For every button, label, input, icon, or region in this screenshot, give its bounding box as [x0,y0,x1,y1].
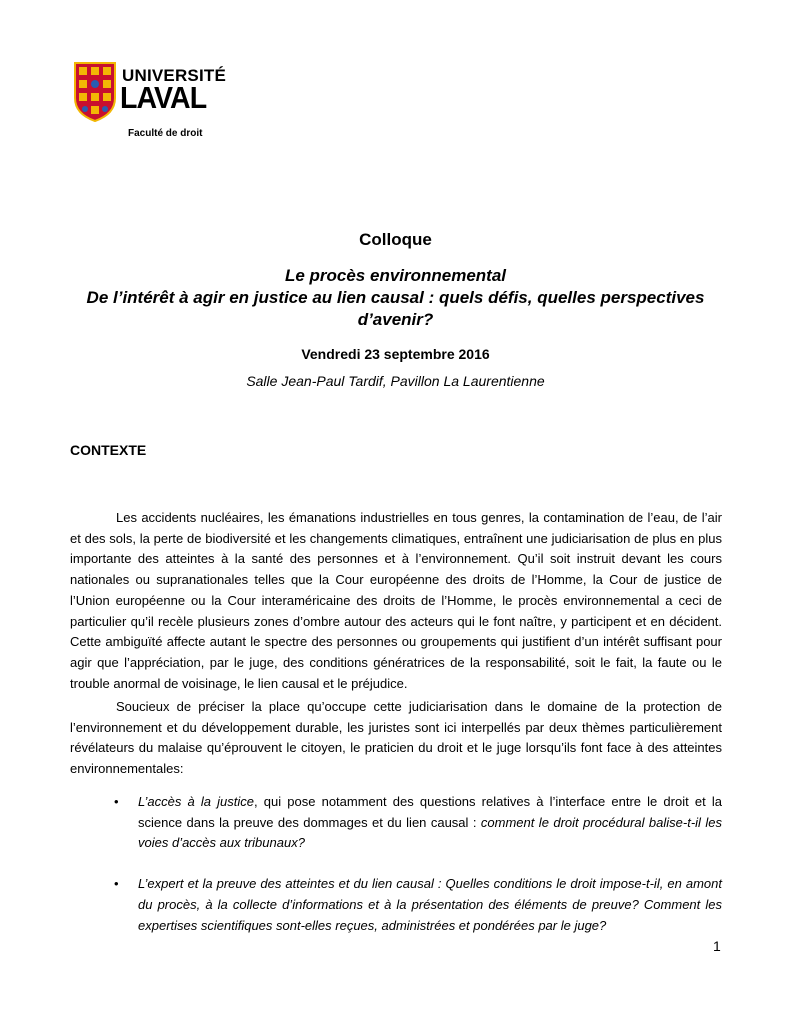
page-number: 1 [713,938,721,954]
bullet-icon: • [114,794,119,809]
colloquium-subtitle [60,265,731,331]
subtitle-line1: Le procès environnemental [284,266,507,285]
logo-laval-text: LAVAL [120,80,207,115]
subtitle-line2: De l’intérêt à agir en justice au lien causal : quels défis, quelles perspectives d’avenir? [86,288,705,329]
list-item [114,792,722,854]
university-shield-icon [74,62,116,122]
event-date: Vendredi 23 septembre 2016 [301,346,490,362]
bullet1-question: comment le droit procédural balise-t-il les voies d’accès aux tribunaux? [138,814,722,851]
bullet1-lead: L’accès à la justice [138,794,254,809]
page-title: Colloque [359,230,432,249]
context-paragraph-2: Soucieux de préciser la place qu’occupe cette judiciarisation dans le domaine de la protection de l’environnement et du développement durable, les juristes sont ici interpellés par deux thèmes particulièrement révélateurs du malaise qu’éprouvent le citoyen, le praticien du droit et le juge lorsqu’ils font face à des atteintes environnementales: [70,699,722,777]
theme-list [114,792,722,956]
list-item [114,874,722,936]
faculty-name: Faculté de droit [128,128,203,139]
bullet2-text: L’expert et la preuve des atteintes et du lien causal : Quelles conditions le droit impose-t-il, en amont du procès, à la collecte d’informations et à la présentation des éléments de preuve? Comment les expertises scientifiques sont-elles reçues, administrées et pondérées par le juge? [138,876,722,933]
bullet-icon: • [114,876,119,892]
event-venue: Salle Jean-Paul Tardif, Pavillon La Laurentienne [246,373,545,389]
section-heading: CONTEXTE [70,442,147,458]
bullet1-text: , qui pose notamment des questions relatives à l’interface entre le droit et la science dans la preuve des dommages et du lien causal : [138,794,722,830]
logo-universite-text: UNIVERSITÉ [122,66,227,85]
context-paragraph-1: Les accidents nucléaires, les émanations industrielles en tous genres, la contamination de l’eau, de l’air et des sols, la perte de biodiversité et les changements climatiques, entraînent une judiciarisation de plus en plus importante des atteintes à la santé des personnes et à l’environnement. Qu’il soit instruit devant les cours nationales ou supranationales telles que la Cour européenne des droits de l’Homme, la Cour de justice de l’Union européenne ou la Cour interaméricaine des droits de l’Homme, le procès environnemental a ceci de particulier qu’il recèle plusieurs zones d’ombre autour des acteurs qui le font naître, y participent et en décident. Cette ambiguïté affecte autant le spectre des personnes ou groupements qui justifient d’un intérêt suffisant pour agir que l’appréciation, par le juge, des conditions génératrices de la responsabilité, soit le fait, la faute ou le trouble anormal de voisinage, le lien causal et le préjudice. [70,510,722,691]
